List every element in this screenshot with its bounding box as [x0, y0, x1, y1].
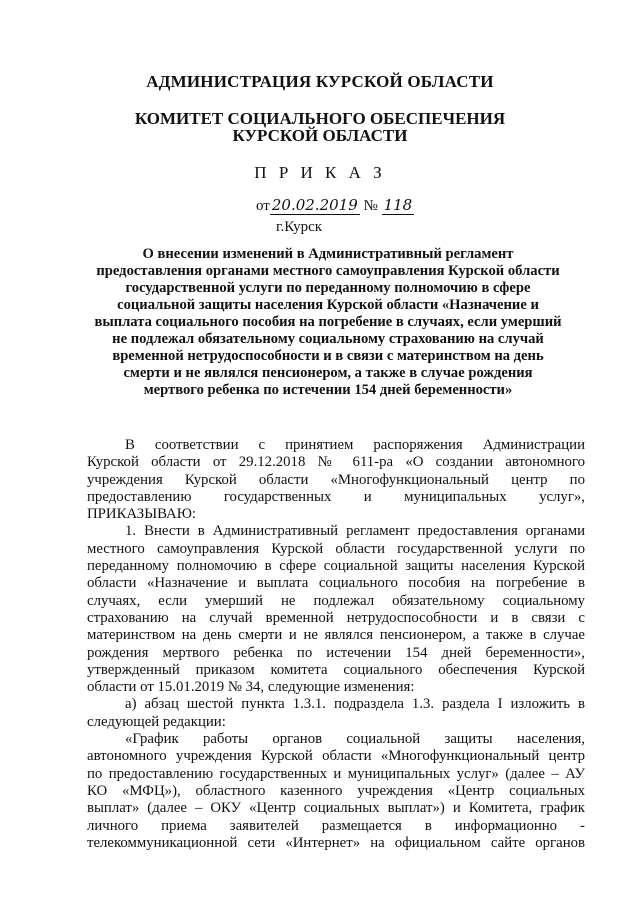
- title-line: выплата социального пособия на погребение в случаях, если умерший: [94, 314, 562, 330]
- title-line: социальной защиты населения Курской области «Назначение и: [117, 297, 539, 313]
- title-line: временной нетрудоспособности и в связи с материнством на день: [112, 348, 544, 364]
- body-line: В соответствии с принятием распоряжения Администрации: [125, 437, 585, 453]
- body-line: случаях, если умерший не подлежал обязательному социальному: [87, 592, 585, 609]
- body-line: «График работы органов социальной защиты населения,: [125, 731, 585, 748]
- body-line: страхованию на случай временной нетрудоспособности и в связи с: [87, 609, 585, 626]
- committee-heading-line1: КОМИТЕТ СОЦИАЛЬНОГО ОБЕСПЕЧЕНИЯ: [134, 109, 506, 128]
- body-line: а) абзац шестой пункта 1.3.1. подраздела 1.3. раздела I изложить в: [125, 696, 585, 713]
- body-line: области «Назначение и выплата социального пособия на погребение в: [87, 575, 585, 592]
- body-line: рождения мертвого ребенка по истечении 154 дней беременности»,: [87, 644, 585, 661]
- body-line: телекоммуникационной сети «Интернет» на официальном сайте органов: [87, 834, 585, 851]
- administration-heading: АДМИНИСТРАЦИЯ КУРСКОЙ ОБЛАСТИ: [146, 72, 494, 91]
- body-line: учреждения Курской области «Многофункциональный центр по: [87, 471, 585, 488]
- title-line: мертвого ребенка по истечении 154 дней беременности»: [143, 382, 513, 398]
- title-line: О внесении изменений в Административный регламент: [142, 246, 514, 262]
- body-line: личного приема заявителей размещается в информационно -: [87, 817, 585, 834]
- date-prefix: от: [256, 198, 270, 214]
- body-line: Курской области от 29.12.2018 № 611-ра «О создании автономного: [87, 454, 585, 471]
- handwritten-number: 118: [383, 196, 413, 214]
- city-label: г.Курск: [276, 219, 323, 235]
- handwritten-date: 20.02.2019: [271, 196, 358, 214]
- body-line: области от 15.01.2019 № 34, следующие изменения:: [87, 679, 415, 696]
- body-line: предоставлению государственных и муниципальных услуг»,: [87, 488, 585, 505]
- number-prefix: №: [363, 198, 378, 214]
- order-date-number-line: [256, 196, 414, 215]
- title-line: смерти и не являлся пенсионером, а также в случае рождения: [123, 365, 533, 381]
- committee-heading-line2: КУРСКОЙ ОБЛАСТИ: [232, 126, 408, 145]
- body-line: КО «МФЦ»), областного казенного учреждения «Центр социальных: [87, 782, 585, 799]
- body-line: выплат» (далее – ОКУ «Центр социальных выплат») и Комитета, график: [87, 800, 585, 817]
- order-title: [86, 246, 570, 399]
- title-line: предоставления органами местного самоуправления Курской области: [96, 263, 560, 279]
- body-line: ПРИКАЗЫВАЮ:: [87, 506, 197, 523]
- body-line: утвержденный приказом комитета социального обеспечения Курской: [87, 661, 585, 678]
- document-type-heading: П Р И К А З: [254, 163, 386, 182]
- body-line: местного самоуправления Курской области государственной услуги по: [87, 540, 585, 557]
- title-line: государственной услуги по переданному полномочию в сфере: [125, 280, 531, 296]
- body-line: следующей редакции:: [87, 713, 226, 730]
- body-line: переданному полномочию в сфере социальной защиты населения Курской: [87, 558, 585, 575]
- body-line: материнством на день смерти и не являлся пенсионером, а также в случае: [87, 627, 585, 644]
- order-body: [87, 437, 585, 852]
- body-line: автономного учреждения Курской области «Многофункциональный центр: [87, 748, 585, 765]
- title-line: не подлежал обязательному социальному страхованию на случай: [112, 331, 544, 347]
- body-line: 1. Внести в Административный регламент предоставления органами: [125, 523, 585, 540]
- body-line: по предоставлению государственных и муниципальных услуг» (далее – АУ: [87, 765, 585, 782]
